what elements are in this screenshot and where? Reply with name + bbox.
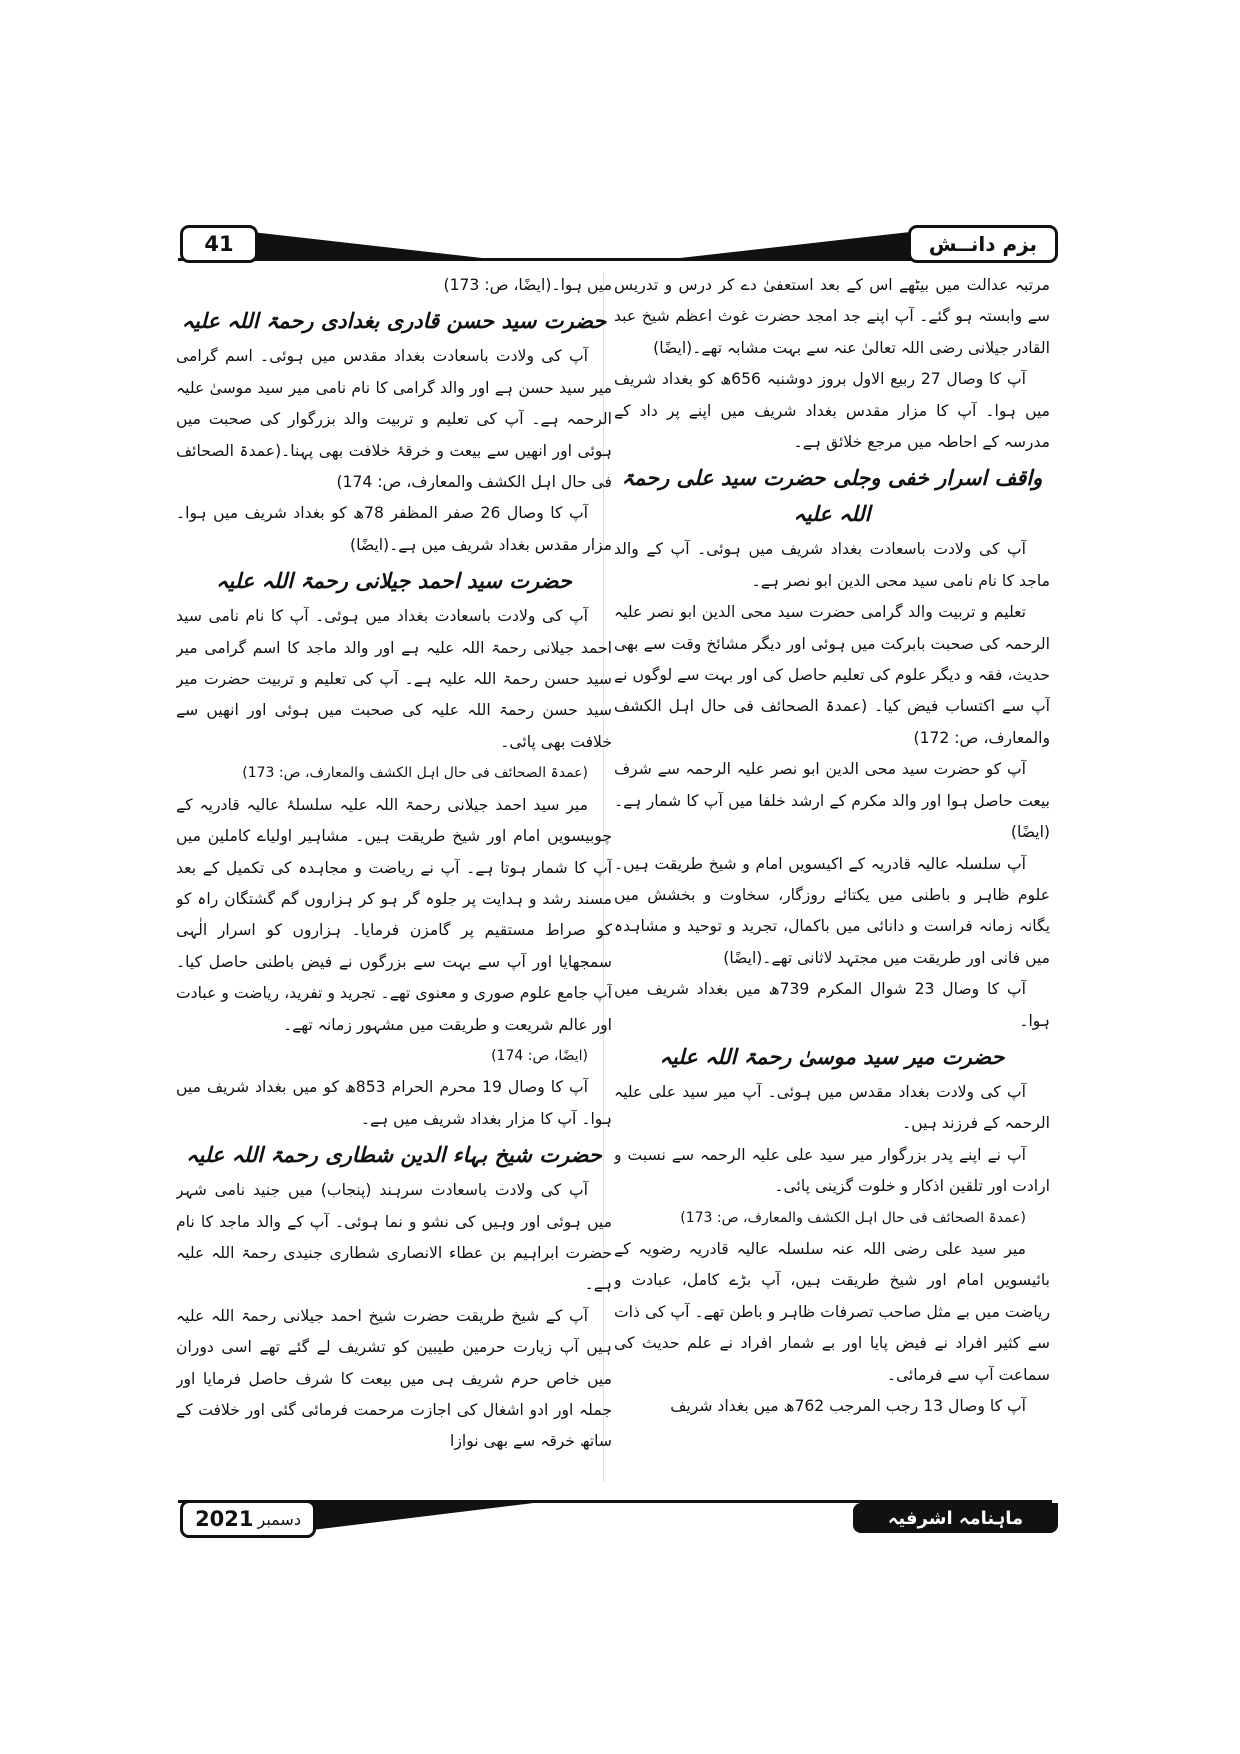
paragraph: آپ کا وصال 26 صفر المظفر 78ھ کو بغداد شریف میں ہوا۔ مزار مقدس بغداد شریف میں ہے۔(ایضًا)	[176, 504, 612, 554]
paragraph: آپ کی ولادت باسعادت سرہند (پنجاب) میں جنید نامی شہر میں ہوئی اور وہیں کی نشو و نما ہوئی۔ آپ کے والد ماجد کا نام حضرت ابراہیم بن عطاء الانصاری شطاری جنیدی رحمۃ اللہ علیہ ہے۔	[176, 1181, 612, 1294]
paragraph: آپ کی ولادت باسعادت بغداد میں ہوئی۔ آپ کا نام نامی سید احمد جیلانی رحمۃ اللہ علیہ ہے اور والد ماجد کا اسم گرامی میر سید حسن رحمۃ اللہ علیہ ہے۔ آپ کی تعلیم و تربیت حضرت میر سید حسن رحمۃ اللہ علیہ کی صحبت میں ہوئی اور انھیں سے خلافت بھی پائی۔	[176, 607, 612, 751]
paragraph: آپ کو حضرت سید محی الدین ابو نصر علیہ الرحمہ سے شرف بیعت حاصل ہوا اور والد مکرم کے ارشد خلفا میں آپ کا شمار ہے۔(ایضًا)	[614, 760, 1050, 842]
section-heading: حضرت سید حسن قادری بغدادی رحمۃ اللہ علیہ	[181, 309, 607, 334]
reference: (عمدۃ الصحائف فی حال اہل الکشف والمعارف، ص: 173)	[242, 765, 588, 782]
left-column	[176, 270, 612, 1492]
paragraph: آپ نے اپنے پدر بزرگوار میر سید علی علیہ الرحمہ سے نسبت و ارادت اور تلقین اذکار و خلوت گزینی پائی۔	[614, 1145, 1050, 1196]
section-heading: حضرت میر سید موسیٰ رحمۃ اللہ علیہ	[659, 1044, 1005, 1069]
paragraph: آپ کے شیخ طریقت حضرت شیخ احمد جیلانی رحمۃ اللہ علیہ ہیں آپ زیارت حرمین طیبین کو تشریف لے گئے تھے اسی دوران میں خاص حرم شریف ہی میں بیعت کا شرف حاصل فرمایا اور جملہ اور ادو اشغال کی اجازت مرحمت فرمائی گئی اور خلافت کے ساتھ خرقہ سے بھی نوازا	[176, 1306, 612, 1451]
paragraph: آپ کی ولادت باسعادت بغداد شریف میں ہوئی۔ آپ کے والد ماجد کا نام نامی سید محی الدین ابو نصر ہے۔	[614, 540, 1050, 590]
issue-month: دسمبر	[257, 1509, 301, 1529]
paragraph: آپ کی ولادت باسعادت بغداد مقدس میں ہوئی۔ اسم گرامی میر سید حسن ہے اور والد گرامی کا نام نامی میر سید موسیٰ علیہ الرحمہ ہے۔ آپ کی تعلیم و تربیت والد بزرگوار کی صحبت میں ہوئی اور انھیں سے بیعت و خرقۂ خلافت بھی پہنا۔(عمدۃ الصحائف فی حال اہل الکشف والمعارف، ص: 174)	[176, 347, 612, 492]
footer-wedge	[312, 1502, 542, 1532]
paragraph: تعلیم و تربیت والد گرامی حضرت سید محی الدین ابو نصر علیہ الرحمہ کی صحبت بابرکت میں ہوئی اور دیگر مشائخ وقت سے بھی حدیث، فقہ و دیگر علوم کی تعلیم حاصل کی اور بہت سے لوگوں نے آپ سے اکتساب فیض کیا۔ (عمدۃ الصحائف فی حال اہل الکشف والمعارف، ص: 172)	[614, 603, 1050, 747]
paragraph: آپ سلسلہ عالیہ قادریہ کے اکیسویں امام و شیخ طریقت ہیں۔ علوم ظاہر و باطنی میں یکتائے روزگار، سخاوت و بخشش میں یگانہ زمانہ فراست و دانائی میں باکمال، تجرید و توحید و مشاہدہ میں فانی اور طریقت میں مجتہد لاثانی تھے۔(ایضًا)	[614, 854, 1050, 967]
section-heading: واقف اسرار خفی وجلی حضرت سید علی رحمۃ اللہ علیہ	[621, 466, 1043, 527]
paragraph: آپ کا وصال 23 شوال المکرم 739ھ میں بغداد شریف میں ہوا۔	[614, 980, 1050, 1030]
issue-year: 2021	[195, 1507, 254, 1531]
section-heading: حضرت شیخ بہاء الدین شطاری رحمۃ اللہ علیہ	[186, 1143, 602, 1168]
paragraph: آپ کا وصال 27 ربیع الاول بروز دوشنبہ 656ھ کو بغداد شریف میں ہوا۔ آپ کا مزار مقدس بغداد شریف میں اپنے پر داد کے مدرسہ کے احاطہ میں مرجع خلائق ہے۔	[614, 370, 1050, 452]
section-title: بزم دانــش	[908, 225, 1058, 263]
section-heading: حضرت سید احمد جیلانی رحمۃ اللہ علیہ	[216, 569, 572, 594]
paragraph: آپ کا وصال 19 محرم الحرام 853ھ کو میں بغداد شریف میں ہوا۔ آپ کا مزار بغداد شریف میں ہے۔	[176, 1078, 612, 1128]
page-number: 41	[180, 225, 258, 263]
paragraph: آپ کا وصال 13 رجب المرجب 762ھ میں بغداد شریف	[670, 1397, 1026, 1415]
reference: (ایضًا، ص: 174)	[491, 1047, 588, 1064]
paragraph: مرتبہ عدالت میں بیٹھے اس کے بعد استعفیٰ دے کر درس و تدریس سے وابستہ ہو گئے۔ آپ اپنے جد امجد حضرت غوث اعظم شیخ عبد القادر جیلانی رضی اللہ تعالیٰ عنہ سے بہت مشابہ تھے۔(ایضًا)	[614, 276, 1050, 357]
paragraph: میں ہوا۔(ایضًا، ص: 173)	[443, 276, 612, 294]
paragraph: میر سید علی رضی اللہ عنہ سلسلہ عالیہ قادریہ رضویہ کے بائیسویں امام اور شیخ طریقت ہیں، آپ بڑے کامل، عبادت و ریاضت میں بے مثل صاحب تصرفات ظاہر و باطن تھے۔ آپ کی ذات سے کثیر افراد نے فیض پایا اور بے شمار افراد نے علم حدیث کی سماعت آپ سے فرمائی۔	[614, 1239, 1050, 1384]
header-wedge-right	[680, 228, 910, 260]
paragraph: میر سید احمد جیلانی رحمۃ اللہ علیہ سلسلۂ عالیہ قادریہ کے چوبیسویں امام اور شیخ طریقت ہیں۔ مشاہیر اولیاے کاملین میں آپ کا شمار ہوتا ہے۔ آپ نے ریاضت و مجاہدہ کی تکمیل کے بعد مسند رشد و ہدایت پر جلوہ گر ہو کر ہزاروں گم گشتگان راہ کو کو صراط مستقیم پر گامزن فرمایا۔ ہزاروں کو اسرار الٰہی سمجھایا اور آپ سے بہت سے بزرگوں نے فیض باطنی حاصل کیا۔ آپ جامع علوم صوری و معنوی تھے۔ تجرید و تفرید، ریاضت و عبادت اور عالم شریعت و طریقت میں مشہور زمانہ تھے۔	[176, 795, 612, 1034]
magazine-name: ماہنامہ اشرفیہ	[853, 1503, 1058, 1533]
header-wedge-left	[252, 228, 482, 260]
paragraph: آپ کی ولادت بغداد مقدس میں ہوئی۔ آپ میر سید علی علیہ الرحمہ کے فرزند ہیں۔	[614, 1082, 1050, 1133]
right-column	[614, 270, 1050, 1492]
issue-date	[180, 1500, 316, 1538]
reference: (عمدۃ الصحائف فی حال اہل الکشف والمعارف، ص: 173)	[680, 1209, 1026, 1226]
